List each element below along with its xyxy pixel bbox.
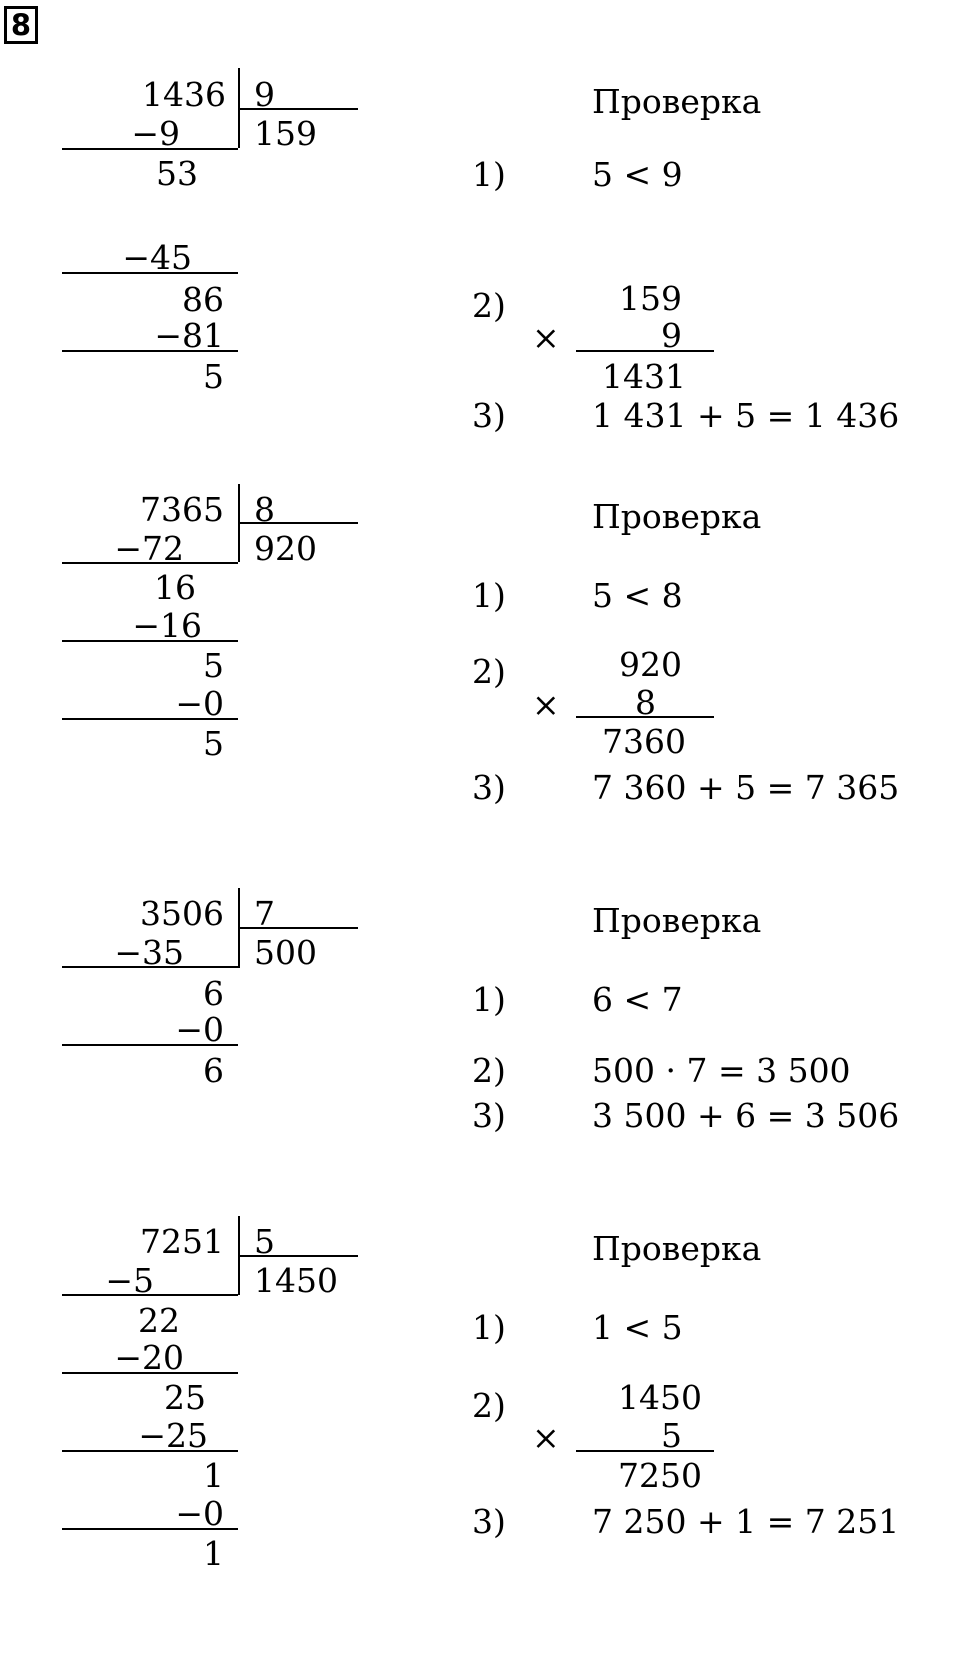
check-step-number: 2): [472, 1051, 506, 1090]
division-step: 53: [156, 154, 198, 193]
step-underline: [62, 148, 238, 150]
check-step-number: 3): [472, 1096, 506, 1135]
remainder: 1: [203, 1534, 224, 1573]
division-step: 5: [203, 646, 224, 685]
check-step-number: 2): [472, 286, 506, 325]
quotient: 500: [254, 933, 317, 972]
step-underline: [62, 1044, 238, 1046]
division-step: −20: [114, 1338, 184, 1377]
dividend: 7251: [140, 1222, 224, 1261]
check-step-number: 1): [472, 155, 506, 194]
check-step-number: 2): [472, 1386, 506, 1425]
check-step-1: 5 < 9: [592, 155, 683, 194]
multiplier: 8: [635, 683, 656, 722]
division-step: 25: [164, 1378, 206, 1417]
product: 7360: [602, 722, 686, 761]
step-underline: [62, 272, 238, 274]
quotient: 159: [254, 114, 317, 153]
check-step-number: 1): [472, 1308, 506, 1347]
multiply-sign: ×: [532, 685, 560, 724]
division-step: −45: [122, 238, 192, 277]
division-step: −0: [175, 1010, 224, 1049]
check-step-number: 1): [472, 980, 506, 1019]
remainder: 5: [203, 357, 224, 396]
step-underline: [62, 718, 238, 720]
step-underline: [62, 1528, 238, 1530]
multiplicand: 1450: [618, 1378, 702, 1417]
divisor: 9: [254, 75, 275, 114]
step-underline: [62, 350, 238, 352]
remainder: 5: [203, 724, 224, 763]
check-heading: Проверка: [592, 901, 762, 940]
check-step-1: 1 < 5: [592, 1308, 683, 1347]
check-step-3: 7 360 + 5 = 7 365: [592, 768, 900, 807]
step-underline: [62, 1372, 238, 1374]
check-heading: Проверка: [592, 497, 762, 536]
product: 7250: [618, 1456, 702, 1495]
step-underline: [62, 966, 238, 968]
check-step-number: 1): [472, 576, 506, 615]
check-heading: Проверка: [592, 1229, 762, 1268]
check-heading: Проверка: [592, 82, 762, 121]
check-step-1: 5 < 8: [592, 576, 683, 615]
check-step-number: 3): [472, 396, 506, 435]
division-step: −72: [114, 529, 184, 568]
multiply-sign: ×: [532, 318, 560, 357]
check-step-number: 3): [472, 1502, 506, 1541]
division-step: −16: [132, 606, 202, 645]
division-step: 22: [138, 1301, 180, 1340]
check-step-number: 3): [472, 768, 506, 807]
step-underline: [62, 1294, 238, 1296]
divisor: 7: [254, 894, 275, 933]
division-step: −35: [114, 933, 184, 972]
multiplicand: 920: [619, 645, 682, 684]
division-step: −0: [175, 1494, 224, 1533]
dividend: 1436: [142, 75, 226, 114]
multiply-sign: ×: [532, 1418, 560, 1457]
multiplier: 5: [661, 1416, 682, 1455]
division-step: 86: [182, 280, 224, 319]
product: 1431: [602, 357, 686, 396]
task-number-badge: 8: [4, 6, 38, 44]
division-step: −9: [131, 114, 180, 153]
remainder: 6: [203, 1051, 224, 1090]
divisor: 8: [254, 490, 275, 529]
check-step-3: 1 431 + 5 = 1 436: [592, 396, 900, 435]
division-step: 1: [203, 1456, 224, 1495]
multiplier: 9: [661, 316, 682, 355]
multiply-underline: [576, 1450, 714, 1452]
check-step-number: 2): [472, 652, 506, 691]
check-step-3: 3 500 + 6 = 3 506: [592, 1096, 900, 1135]
division-step: −0: [175, 684, 224, 723]
step-underline: [62, 1450, 238, 1452]
division-step: 6: [203, 974, 224, 1013]
division-step: 16: [154, 568, 196, 607]
division-step: −25: [138, 1416, 208, 1455]
check-step-2: 500 · 7 = 3 500: [592, 1051, 851, 1090]
division-step: −81: [154, 316, 224, 355]
divisor: 5: [254, 1222, 275, 1261]
step-underline: [62, 562, 238, 564]
dividend: 7365: [140, 490, 224, 529]
check-step-3: 7 250 + 1 = 7 251: [592, 1502, 900, 1541]
quotient: 1450: [254, 1261, 338, 1300]
division-step: −5: [105, 1261, 154, 1300]
quotient: 920: [254, 529, 317, 568]
multiply-underline: [576, 716, 714, 718]
multiplicand: 159: [619, 279, 682, 318]
dividend: 3506: [140, 894, 224, 933]
step-underline: [62, 640, 238, 642]
multiply-underline: [576, 350, 714, 352]
check-step-1: 6 < 7: [592, 980, 683, 1019]
